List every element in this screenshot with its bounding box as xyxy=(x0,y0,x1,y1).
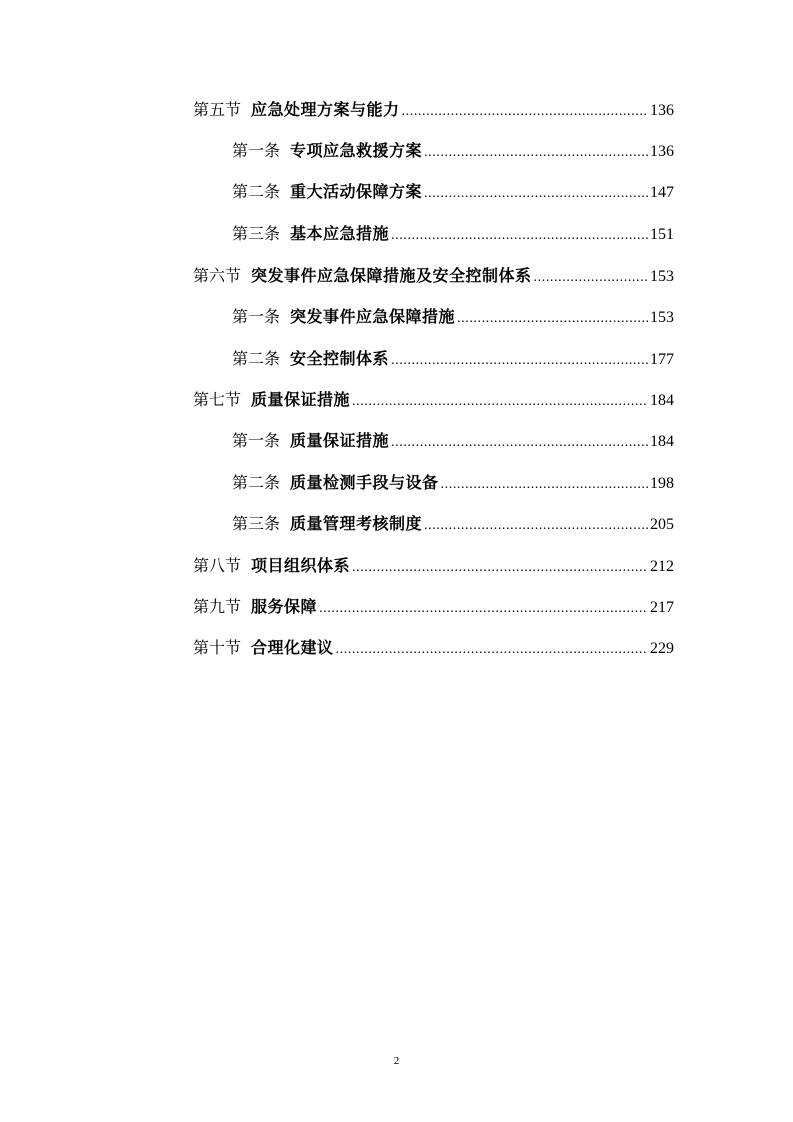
toc-entry[interactable] xyxy=(232,305,674,329)
dot-leader xyxy=(352,390,648,414)
toc-entry-number: 第二条 xyxy=(232,182,281,201)
dot-leader xyxy=(352,556,648,580)
toc-entry-title: 服务保障 xyxy=(251,597,318,616)
dot-leader xyxy=(336,638,648,662)
toc-entry-title: 质量保证措施 xyxy=(290,431,390,450)
toc-entry[interactable] xyxy=(232,512,674,536)
toc-entry-page: 205 xyxy=(650,516,674,533)
toc-entry-page: 151 xyxy=(650,226,674,243)
toc-entry-title: 安全控制体系 xyxy=(290,349,390,368)
toc-entry-title: 质量检测手段与设备 xyxy=(290,473,439,492)
dot-leader xyxy=(441,473,648,497)
toc-entry-title: 专项应急救援方案 xyxy=(290,141,423,160)
dot-leader xyxy=(424,141,648,165)
toc-entry-title: 项目组织体系 xyxy=(251,556,351,575)
toc-entry-title: 突发事件应急保障措施及安全控制体系 xyxy=(251,266,532,285)
toc-entry-page: 153 xyxy=(650,268,674,285)
toc-entry-number: 第二条 xyxy=(232,349,281,368)
dot-leader xyxy=(391,224,648,248)
toc-entry[interactable] xyxy=(193,636,674,660)
toc-entry[interactable] xyxy=(232,471,674,495)
toc-entry[interactable] xyxy=(232,180,674,204)
toc-entry-page: 184 xyxy=(650,433,674,450)
toc-entry-title: 合理化建议 xyxy=(251,638,334,657)
dot-leader xyxy=(457,307,648,331)
toc-entry-number: 第二条 xyxy=(232,473,281,492)
toc-entry-number: 第八节 xyxy=(193,556,242,575)
toc-entry-title: 质量管理考核制度 xyxy=(290,514,423,533)
toc-entry-number: 第三条 xyxy=(232,514,281,533)
toc-entry-page: 153 xyxy=(650,309,674,326)
dot-leader xyxy=(424,182,648,206)
toc-entry[interactable] xyxy=(232,347,674,371)
dot-leader xyxy=(402,100,648,124)
toc-entry-title: 突发事件应急保障措施 xyxy=(290,307,456,326)
dot-leader xyxy=(534,266,648,290)
toc-entry-number: 第三条 xyxy=(232,224,281,243)
toc-entry-page: 229 xyxy=(650,640,674,657)
toc-entry-page: 184 xyxy=(650,392,674,409)
toc-entry-title: 重大活动保障方案 xyxy=(290,182,423,201)
toc-entry-page: 198 xyxy=(650,475,674,492)
toc-entry-page: 217 xyxy=(650,599,674,616)
toc-entry-number: 第六节 xyxy=(193,266,242,285)
toc-entry[interactable] xyxy=(193,98,674,122)
dot-leader xyxy=(319,597,648,621)
dot-leader xyxy=(391,349,648,373)
toc-entry-title: 基本应急措施 xyxy=(290,224,390,243)
toc-entry[interactable] xyxy=(193,595,674,619)
toc-entry-number: 第九节 xyxy=(193,597,242,616)
toc-entry-page: 136 xyxy=(650,143,674,160)
toc-entry-number: 第一条 xyxy=(232,141,281,160)
page-number: 2 xyxy=(393,1055,400,1067)
toc-entry-page: 147 xyxy=(650,184,674,201)
toc-entry-page: 212 xyxy=(650,558,674,575)
toc-entry-page: 136 xyxy=(650,102,674,119)
toc-entry[interactable] xyxy=(193,554,674,578)
toc-entry-number: 第一条 xyxy=(232,307,281,326)
toc-entry-title: 质量保证措施 xyxy=(251,390,351,409)
toc-entry-number: 第五节 xyxy=(193,100,242,119)
toc-entry-number: 第一条 xyxy=(232,431,281,450)
toc-entry-number: 第七节 xyxy=(193,390,242,409)
toc-entry[interactable] xyxy=(232,222,674,246)
toc-entry-number: 第十节 xyxy=(193,638,242,657)
toc-entry[interactable] xyxy=(232,139,674,163)
dot-leader xyxy=(424,514,648,538)
toc-entry[interactable] xyxy=(193,264,674,288)
toc-entry[interactable] xyxy=(232,429,674,453)
toc-entry[interactable] xyxy=(193,388,674,412)
toc-entry-title: 应急处理方案与能力 xyxy=(251,100,400,119)
dot-leader xyxy=(391,431,648,455)
toc-entry-page: 177 xyxy=(650,351,674,368)
